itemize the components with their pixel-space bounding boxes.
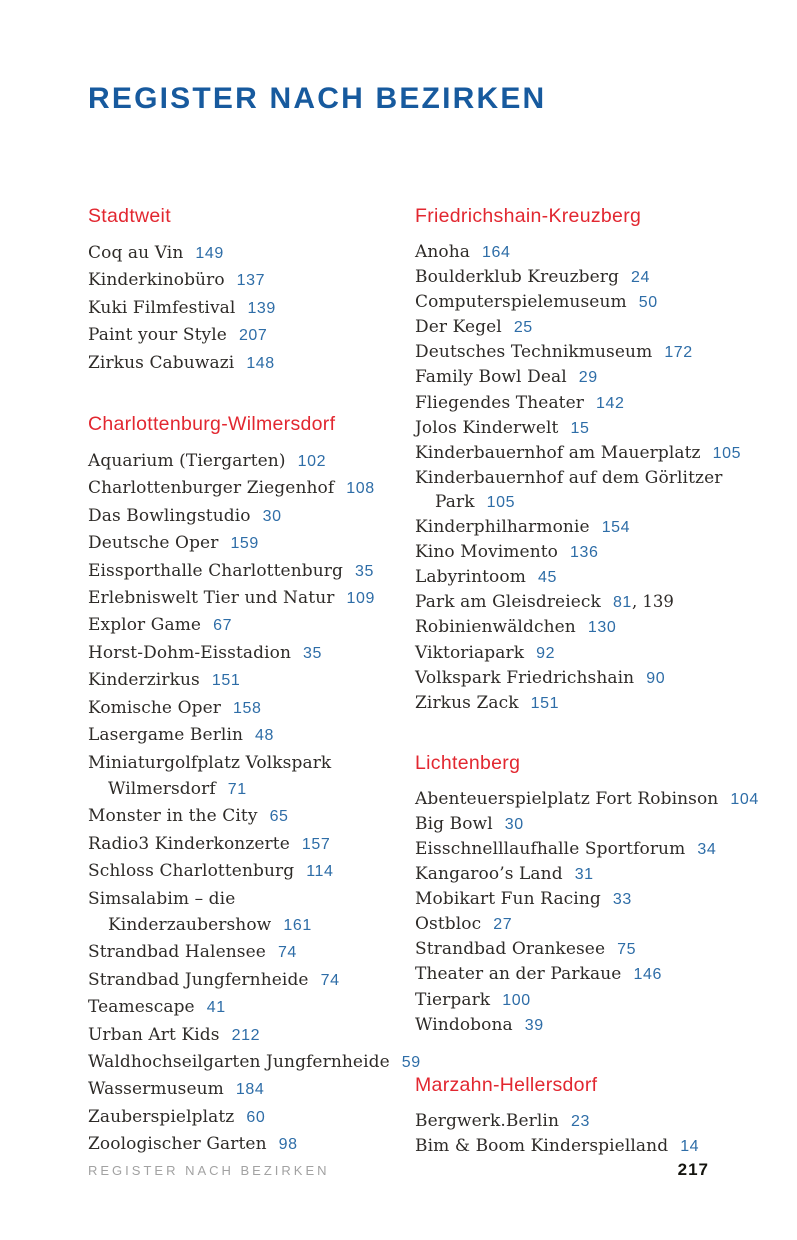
entry-line (415, 590, 759, 615)
entry-label: Strandbad Jungfernheide (88, 969, 309, 990)
index-entry (415, 590, 759, 615)
index-entry (415, 540, 759, 565)
entry-line (415, 887, 759, 912)
index-entry (415, 937, 759, 962)
index-entry (88, 1022, 415, 1049)
entry-label: Boulderklub Kreuzberg (415, 267, 619, 288)
section-heading: Friedrichshain-Kreuzberg (415, 205, 642, 227)
entry-line (415, 315, 759, 340)
entry-label: Coq au Vin (88, 243, 184, 263)
entry-line (415, 837, 759, 862)
page-ref: 98 (278, 1136, 298, 1154)
entry-line (415, 912, 759, 937)
entry-label: Zoologischer Garten (88, 1134, 267, 1155)
page-ref: 67 (213, 617, 233, 635)
entry-line (88, 695, 415, 722)
entry-line (415, 615, 759, 640)
index-entry (88, 750, 415, 804)
index-entry (415, 887, 759, 912)
entry-label: Jolos Kinderwelt (415, 417, 559, 438)
entry-line (88, 939, 415, 966)
entry-line (88, 994, 415, 1021)
page-ref: 148 (246, 354, 275, 372)
page-ref: 24 (631, 269, 650, 287)
entry-label: Aquarium (Tiergarten) (88, 451, 286, 472)
entry-label: Teamescape (88, 997, 195, 1018)
page-ref: 109 (346, 590, 375, 608)
entry-label: Bergwerk.Berlin (415, 1110, 560, 1131)
entry-line (415, 1109, 759, 1134)
page-ref: 30 (504, 815, 524, 833)
page-ref: 31 (574, 866, 594, 884)
entry-line (88, 722, 415, 749)
entry-label: Das Bowlingstudio (88, 505, 251, 526)
entry-label: Lasergame Berlin (88, 725, 244, 746)
entry-line (415, 937, 759, 962)
entry-line (415, 490, 759, 515)
page-ref: 105 (486, 493, 516, 511)
entry-label: Computerspielemuseum (415, 292, 627, 313)
page-ref: 30 (262, 507, 282, 525)
entry-line (415, 862, 759, 887)
page-ref: 136 (570, 544, 599, 562)
entry-line (88, 1076, 415, 1103)
page-ref: 108 (346, 480, 375, 498)
page-ref: 142 (596, 394, 625, 412)
page-ref: 60 (246, 1108, 266, 1126)
index-entry (88, 722, 415, 749)
page-ref: 151 (211, 672, 241, 690)
index-entry (88, 295, 415, 322)
page-ref: 139 (247, 299, 276, 317)
index-entry (415, 391, 759, 416)
page-ref: 151 (530, 694, 560, 712)
entry-label: Viktoriapark (415, 642, 525, 663)
page-ref: 34 (697, 840, 717, 858)
entry-label: Zauberspielplatz (88, 1106, 235, 1127)
entry-line (415, 441, 759, 466)
entry-label: Bim & Boom Kinderspielland (415, 1135, 669, 1156)
entry-label: Kuki Filmfestival (88, 297, 236, 318)
index-entry (415, 565, 759, 590)
page-ref-secondary: , 139 (631, 592, 674, 612)
page-ref: 102 (297, 453, 327, 471)
section-heading: Marzahn-Hellersdorf (415, 1073, 598, 1096)
section-marzahn-hellersdorf (415, 1074, 759, 1159)
entry-label: Monster in the City (88, 806, 258, 827)
entry-line (415, 988, 759, 1013)
page-ref: 114 (306, 863, 334, 881)
entry-line (88, 322, 415, 349)
page-ref: 35 (303, 644, 323, 662)
page-ref: 100 (502, 991, 531, 1009)
index-entry (88, 1131, 415, 1158)
entry-line (88, 295, 415, 322)
page-ref: 15 (570, 419, 590, 437)
section-heading: Lichtenberg (415, 751, 521, 774)
entry-line (88, 503, 415, 530)
page-ref: 25 (513, 319, 533, 337)
entry-line (88, 858, 415, 885)
entry-line (88, 640, 415, 667)
entry-label: Ostbloc (415, 914, 482, 935)
index-entry (88, 1076, 415, 1103)
entry-line (415, 641, 759, 666)
index-entry (415, 1109, 759, 1134)
entry-label: Windobona (415, 1014, 513, 1035)
index-entry (415, 912, 759, 937)
entry-label: Miniaturgolfplatz Volkspark (88, 752, 332, 773)
index-entry (88, 831, 415, 858)
section-stadtweit (88, 205, 415, 377)
entry-line (88, 267, 415, 294)
entry-line (88, 912, 415, 939)
page-ref: 161 (283, 916, 312, 934)
entry-label: Wassermuseum (88, 1079, 224, 1100)
index-entry (415, 515, 759, 540)
entry-line (88, 350, 415, 377)
entry-label: Kinderzaubershow (108, 914, 272, 935)
page-ref: 50 (638, 294, 658, 312)
entry-line (415, 265, 759, 290)
index-entry (88, 240, 415, 267)
index-entry (415, 837, 759, 862)
page-title: REGISTER NACH BEZIRKEN (88, 82, 547, 115)
index-entry (415, 988, 759, 1013)
section-heading: Stadtweit (88, 205, 171, 227)
index-entry (88, 994, 415, 1021)
index-entry (88, 530, 415, 557)
index-entry (88, 612, 415, 639)
index-entry (88, 939, 415, 966)
entry-line (415, 787, 759, 812)
page-ref: 71 (227, 780, 247, 798)
entry-label: Paint your Style (88, 325, 227, 346)
entry-line (88, 558, 415, 585)
entry-label: Robinienwäldchen (415, 617, 576, 638)
index-entry (88, 350, 415, 377)
entry-line (415, 290, 759, 315)
entry-line (415, 1134, 759, 1159)
index-entry (88, 1049, 421, 1076)
page-ref: 74 (277, 944, 297, 962)
page-ref: 65 (269, 808, 289, 826)
page-ref: 45 (537, 569, 557, 587)
page-ref: 23 (571, 1112, 591, 1130)
page-ref: 157 (301, 835, 331, 853)
entry-line (415, 240, 759, 265)
index-columns (88, 205, 759, 1159)
index-entry (88, 475, 415, 502)
page-ref: 75 (617, 941, 637, 959)
entry-label: Deutsche Oper (88, 533, 219, 554)
index-entry (88, 558, 415, 585)
index-entry (415, 787, 759, 812)
page-ref: 149 (195, 245, 224, 262)
page-ref: 146 (633, 966, 662, 984)
index-entry (88, 585, 415, 612)
page-ref: 39 (524, 1016, 544, 1034)
entry-line (415, 666, 759, 691)
index-entry (88, 1104, 415, 1131)
page-ref: 184 (235, 1081, 265, 1099)
index-entry (88, 322, 415, 349)
index-entry (415, 615, 759, 640)
entry-label: Der Kegel (415, 317, 502, 338)
entry-label: Explor Game (88, 615, 202, 636)
section-charlottenburg-wilmersdorf (88, 413, 421, 1159)
entry-label: Theater an der Parkaue (415, 964, 622, 985)
index-entry (415, 962, 759, 987)
index-entry (415, 416, 759, 441)
entry-label: Deutsches Technikmuseum (415, 342, 653, 363)
entry-line (88, 448, 415, 475)
entry-label: Simsalabim – die (88, 888, 236, 909)
entry-line (415, 416, 759, 441)
entry-line (88, 803, 415, 830)
index-entry (415, 315, 759, 340)
index-entry (415, 1134, 759, 1159)
page-ref: 35 (355, 562, 374, 580)
entry-label: Family Bowl Deal (415, 367, 567, 388)
entry-label: Kangaroo’s Land (415, 864, 563, 885)
page-ref: 159 (230, 535, 259, 553)
page-ref: 27 (493, 916, 513, 934)
entry-label: Radio3 Kinderkonzerte (88, 833, 290, 854)
entry-label: Mobikart Fun Racing (415, 889, 601, 910)
page-ref: 48 (255, 727, 275, 745)
entry-line (415, 540, 759, 565)
entry-line (88, 585, 415, 612)
page-ref: 105 (712, 444, 742, 462)
entry-line (88, 1131, 415, 1158)
index-entry (88, 640, 415, 667)
entry-line (415, 691, 759, 716)
page-ref: 33 (612, 891, 632, 909)
entry-label: Big Bowl (415, 813, 493, 834)
entry-line (88, 967, 415, 994)
index-entry (415, 365, 759, 390)
entry-label: Anoha (415, 242, 471, 262)
entry-label: Tierpark (415, 989, 491, 1010)
entry-label: Waldhochseilgarten Jungfernheide (88, 1051, 390, 1072)
page-ref: 158 (233, 699, 262, 717)
page-ref: 164 (482, 244, 511, 261)
index-entry (88, 803, 415, 830)
page-ref: 74 (320, 971, 340, 989)
entry-label: Park am Gleisdreieck (415, 592, 601, 613)
entry-line (415, 466, 759, 490)
entry-label: Kinderkinobüro (88, 270, 225, 291)
section-lichtenberg (415, 752, 759, 1038)
page-ref: 90 (646, 669, 666, 687)
entry-line (88, 1022, 415, 1049)
entry-line (415, 1013, 759, 1038)
footer-page-number: 217 (677, 1160, 709, 1179)
entry-label: Eisschnelllaufhalle Sportforum (415, 838, 686, 859)
page-ref: 154 (601, 519, 631, 537)
page-ref: 104 (730, 790, 759, 808)
index-entry (88, 967, 415, 994)
page-ref: 81 (612, 594, 632, 612)
index-entry (88, 267, 415, 294)
page-ref: 14 (680, 1137, 700, 1155)
page-ref: 207 (238, 327, 268, 345)
index-entry (415, 666, 759, 691)
entry-label: Park (435, 491, 475, 512)
page-ref: 130 (587, 619, 617, 637)
entry-line (88, 750, 415, 776)
entry-line (415, 365, 759, 390)
entry-line (415, 340, 759, 365)
entry-line (88, 667, 415, 694)
page-ref: 172 (664, 344, 693, 362)
entry-label: Abenteuerspielplatz Fort Robinson (415, 788, 719, 809)
entry-line (88, 530, 415, 557)
entry-label: Kinderbauernhof auf dem Görlitzer (415, 467, 723, 488)
page-ref: 92 (536, 644, 556, 662)
index-entry (88, 886, 415, 940)
index-entry (415, 466, 759, 515)
entry-label: Erlebniswelt Tier und Natur (88, 588, 335, 609)
entry-label: Urban Art Kids (88, 1024, 220, 1045)
entry-line (415, 515, 759, 540)
index-entry (88, 448, 415, 475)
index-entry (88, 503, 415, 530)
entry-line (88, 240, 415, 267)
entry-line (415, 565, 759, 590)
section-heading: Charlottenburg-Wilmersdorf (88, 413, 336, 436)
entry-line (88, 1049, 421, 1076)
page-ref: 59 (401, 1053, 421, 1071)
entry-label: Wilmersdorf (108, 778, 216, 799)
entry-line (88, 1104, 415, 1131)
footer-running-title: REGISTER NACH BEZIRKEN (88, 1163, 330, 1178)
index-entry (415, 340, 759, 365)
index-column-left (88, 205, 421, 1159)
page-ref: 137 (236, 272, 266, 290)
entry-label: Kinderbauernhof am Mauerplatz (415, 442, 701, 463)
footer (88, 1160, 709, 1180)
entry-line (88, 612, 415, 639)
page-ref: 212 (231, 1026, 261, 1044)
index-entry (415, 691, 759, 716)
entry-line (415, 391, 759, 416)
entry-line (415, 812, 759, 837)
index-entry (415, 290, 759, 315)
page-ref: 41 (206, 999, 226, 1017)
entry-line (88, 831, 415, 858)
index-entry (415, 240, 759, 265)
index-entry (415, 862, 759, 887)
entry-label: Strandbad Halensee (88, 942, 266, 963)
index-entry (415, 1013, 759, 1038)
entry-label: Charlottenburger Ziegenhof (88, 478, 335, 499)
entry-line (88, 886, 415, 912)
entry-label: Eissporthalle Charlottenburg (88, 560, 343, 581)
index-entry (88, 695, 415, 722)
index-entry (415, 265, 759, 290)
entry-label: Schloss Charlottenburg (88, 861, 295, 882)
page-ref: 29 (578, 369, 598, 387)
entry-label: Fliegendes Theater (415, 392, 584, 413)
entry-label: Kinderzirkus (88, 670, 200, 691)
entry-label: Volkspark Friedrichshain (415, 667, 635, 688)
entry-label: Zirkus Cabuwazi (88, 352, 235, 373)
index-entry (88, 858, 415, 885)
index-entry (88, 667, 415, 694)
index-entry (415, 441, 759, 466)
section-friedrichshain-kreuzberg (415, 205, 759, 716)
index-entry (415, 641, 759, 666)
entry-label: Kinderphilharmonie (415, 517, 590, 538)
entry-label: Zirkus Zack (415, 692, 519, 713)
entry-line (88, 776, 415, 803)
entry-label: Kino Movimento (415, 542, 559, 563)
entry-line (415, 962, 759, 987)
entry-label: Komische Oper (88, 697, 222, 718)
entry-label: Labyrintoom (415, 567, 526, 588)
index-column-right (415, 205, 759, 1159)
entry-label: Strandbad Orankesee (415, 939, 606, 960)
entry-label: Horst-Dohm-Eisstadion (88, 642, 292, 663)
index-entry (415, 812, 759, 837)
entry-line (88, 475, 415, 502)
